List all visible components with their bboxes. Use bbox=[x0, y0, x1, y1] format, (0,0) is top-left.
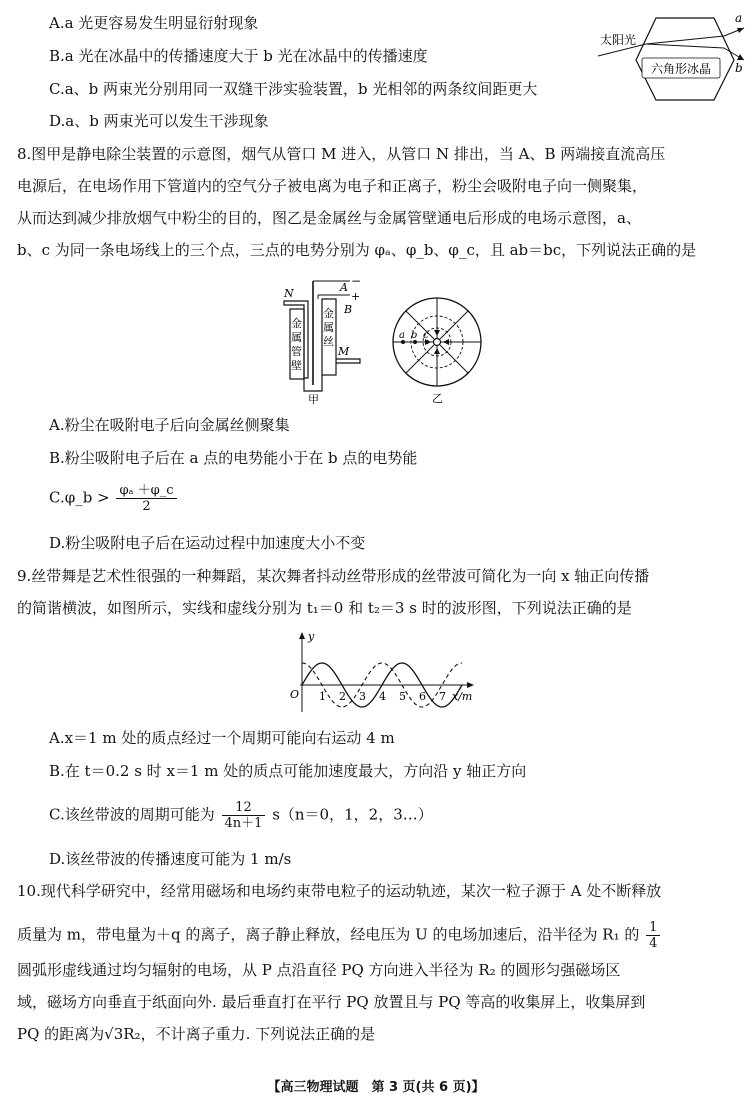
q8-option-a: A.粉尘在吸附电子后向金属丝侧聚集 bbox=[49, 416, 290, 434]
q10-quarter-fraction bbox=[646, 920, 660, 951]
wave-figure bbox=[284, 630, 480, 716]
q7-option-d: D.a、b 两束光可以发生干涉现象 bbox=[49, 112, 269, 130]
page-footer: 【高三物理试题 第 3 页(共 6 页)】 bbox=[267, 1080, 485, 1095]
x-axis-arrow bbox=[467, 682, 474, 688]
q8-stem-line3: 从而达到减少排放烟气中粉尘的目的，图乙是金属丝与金属管壁通电后形成的电场示意图，a、 bbox=[17, 209, 641, 227]
ice-crystal-figure bbox=[596, 8, 746, 108]
x-tick-labels bbox=[319, 690, 446, 703]
q7-option-a: A.a 光更容易发生明显衍射现象 bbox=[49, 14, 259, 32]
arrow-s bbox=[434, 348, 440, 354]
label-b: B bbox=[344, 303, 353, 316]
q9-option-c-prefix: C.该丝带波的周期可能为 bbox=[49, 805, 215, 824]
q10-stem-line5: PQ 的距离为√3R₂，不计离子重力. 下列说法正确的是 bbox=[17, 1025, 376, 1043]
wall-char-2: 属 bbox=[291, 331, 302, 344]
point-b-label: b bbox=[411, 330, 418, 341]
q7-option-b: B.a 光在冰晶中的传播速度大于 b 光在冰晶中的传播速度 bbox=[49, 47, 428, 65]
q9-option-d: D.该丝带波的传播速度可能为 1 m/s bbox=[49, 850, 292, 868]
refracted-ray-a bbox=[646, 36, 724, 44]
q8-option-c bbox=[49, 483, 179, 514]
q9-option-c-denominator: 4n＋1 bbox=[224, 816, 263, 831]
point-a-label: a bbox=[399, 330, 405, 341]
q9-option-a: A.x＝1 m 处的质点经过一个周期可能向右运动 4 m bbox=[49, 729, 395, 747]
ray-b-label: b bbox=[735, 61, 743, 75]
x-tick-5: 5 bbox=[399, 690, 406, 703]
x-tick-1: 1 bbox=[319, 690, 326, 703]
wall-char-4: 壁 bbox=[291, 359, 302, 372]
wall-char-1: 金 bbox=[291, 317, 302, 330]
q8-stem-line4: b、c 为同一条电场线上的三个点，三点的电势分别为 φₐ、φ_b、φ_c，且 ab＝bc，下列说法正确的是 bbox=[17, 241, 697, 259]
wire-char-1: 金 bbox=[323, 307, 334, 320]
ray-a-label: a bbox=[735, 11, 743, 25]
point-c-label: c bbox=[423, 330, 429, 341]
electric-field-figure-yi bbox=[387, 296, 491, 406]
q9-option-c-suffix: s（n＝0，1，2，3…） bbox=[272, 805, 433, 824]
q8-option-d: D.粉尘吸附电子后在运动过程中加速度大小不变 bbox=[49, 534, 366, 552]
arrow-a bbox=[737, 28, 744, 33]
y-axis-arrow bbox=[299, 632, 305, 639]
precipitator-figure-jia bbox=[278, 273, 378, 405]
metal-wire-center bbox=[434, 339, 441, 346]
q9-stem-line1: 9.丝带舞是艺术性很强的一种舞蹈，某次舞者抖动丝带形成的丝带波可简化为一向 x 轴正向传播 bbox=[17, 567, 650, 585]
label-minus: − bbox=[351, 274, 362, 288]
origin-label: O bbox=[290, 688, 300, 701]
q10-stem-line2-text: 质量为 m，带电量为＋q 的离子，离子静止释放，经电压为 U 的电场加速后，沿半径为 R₁ 的 bbox=[17, 925, 640, 944]
field-line-se bbox=[440, 345, 468, 373]
sunlight-label: 太阳光 bbox=[600, 33, 637, 47]
wire-char-2: 属 bbox=[323, 321, 334, 334]
q10-stem-line1: 10.现代科学研究中，经常用磁场和电场约束带电粒子的运动轨迹，某次一粒子源于 A 处不断释放 bbox=[17, 882, 662, 900]
field-line-sw bbox=[406, 345, 434, 373]
q8-option-c-denominator: 2 bbox=[142, 499, 151, 514]
figure-yi-label: 乙 bbox=[432, 392, 443, 405]
arrow-n bbox=[434, 330, 440, 336]
x-tick-7: 7 bbox=[439, 690, 446, 703]
x-tick-6: 6 bbox=[419, 690, 426, 703]
x-axis-label: x/m bbox=[452, 690, 473, 703]
q9-option-b: B.在 t＝0.2 s 时 x＝1 m 处的质点可能加速度最大，方向沿 y 轴正方向 bbox=[49, 762, 527, 780]
q7-option-c: C.a、b 两束光分别用同一双缝干涉实验装置，b 光相邻的两条纹间距更大 bbox=[49, 80, 538, 98]
q8-stem-line1: 8.图甲是静电除尘装置的示意图，烟气从管口 M 进入，从管口 N 排出，当 A、B 两端接直流高压 bbox=[17, 145, 666, 163]
label-m: M bbox=[338, 345, 350, 358]
x-tick-2: 2 bbox=[339, 690, 346, 703]
inlet-pipe-m bbox=[336, 359, 360, 363]
q8-option-c-prefix: C.φ_b > bbox=[49, 488, 110, 507]
q9-option-c bbox=[49, 800, 433, 831]
q9-option-c-fraction bbox=[222, 800, 266, 831]
label-a: A bbox=[340, 281, 348, 294]
label-n: N bbox=[284, 287, 294, 300]
q8-option-c-fraction bbox=[116, 483, 176, 514]
wall-char-3: 管 bbox=[291, 345, 302, 358]
q10-fraction-numerator: 1 bbox=[646, 920, 660, 936]
q10-stem-line2 bbox=[17, 920, 662, 951]
arrow-e bbox=[443, 339, 449, 345]
q10-stem-line4: 域，磁场方向垂直于纸面向外. 最后垂直打在平行 PQ 放置且与 PQ 等高的收集屏上，收集屏到 bbox=[17, 993, 646, 1011]
q9-stem-line2: 的简谐横波，如图所示，实线和虚线分别为 t₁＝0 和 t₂＝3 s 时的波形图，下列说法正确的是 bbox=[17, 599, 632, 617]
q8-stem-line2: 电源后，在电场作用下管道内的空气分子被电离为电子和正离子，粉尘会吸附电子向一侧聚集， bbox=[17, 177, 648, 195]
crystal-label: 六角形冰晶 bbox=[650, 62, 712, 76]
q10-fraction-denominator: 4 bbox=[649, 936, 658, 951]
x-tick-3: 3 bbox=[359, 690, 366, 703]
y-axis-label: y bbox=[308, 630, 315, 643]
field-line-ne bbox=[440, 311, 468, 339]
q8-option-b: B.粉尘吸附电子后在 a 点的电势能小于在 b 点的电势能 bbox=[49, 449, 418, 467]
q8-option-c-numerator: φₐ ＋φ_c bbox=[116, 483, 176, 499]
refracted-ray-b bbox=[646, 44, 724, 48]
label-plus: + bbox=[351, 290, 361, 303]
q10-stem-line3: 圆弧形虚线通过均匀辐射的电场，从 P 点沿直径 PQ 方向进入半径为 R₂ 的圆形匀强磁场区 bbox=[17, 961, 621, 979]
q9-option-c-numerator: 12 bbox=[222, 800, 266, 816]
figure-jia-label: 甲 bbox=[308, 393, 319, 405]
wire-char-3: 丝 bbox=[323, 335, 334, 348]
x-tick-4: 4 bbox=[379, 690, 386, 703]
